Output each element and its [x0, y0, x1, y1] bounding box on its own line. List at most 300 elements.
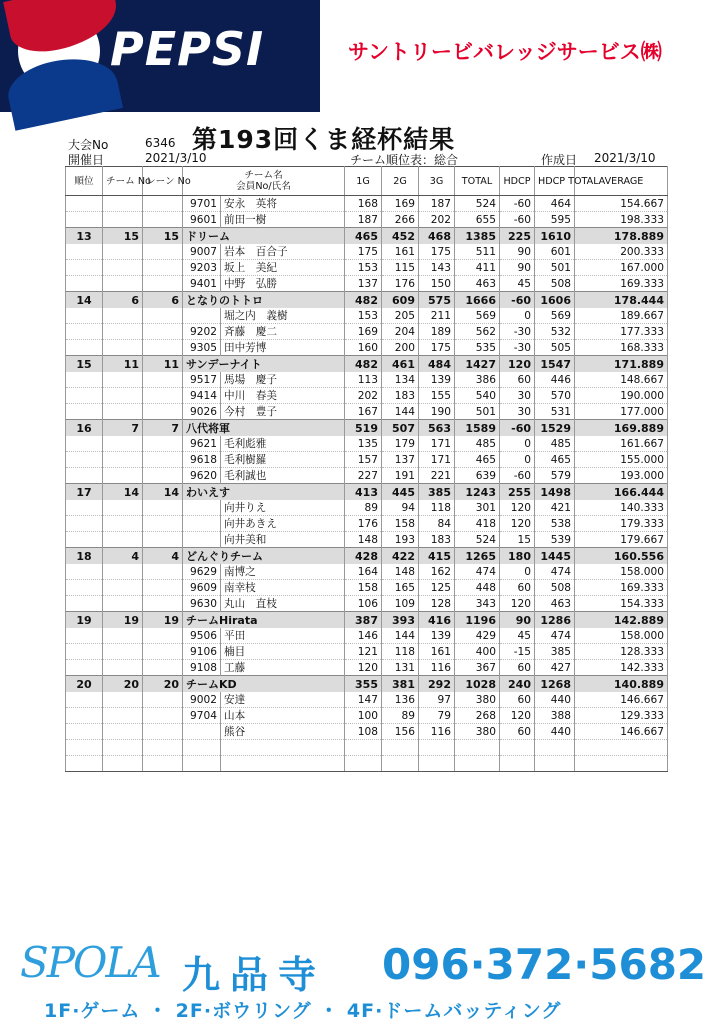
g3: 118 — [419, 500, 455, 516]
member-name: 堀之内 義樹 — [221, 308, 345, 324]
rank — [66, 532, 103, 548]
results-body — [66, 196, 668, 772]
col-lane-no: レーン No — [143, 167, 183, 196]
team-name: どんぐりチーム — [183, 548, 345, 565]
team-name: サンデーナイト — [183, 356, 345, 373]
hdcp: 90 — [500, 244, 535, 260]
rank — [66, 660, 103, 676]
empty-cell — [345, 756, 382, 772]
g1: 387 — [345, 612, 382, 629]
member-row — [66, 308, 668, 324]
total: 1666 — [455, 292, 500, 309]
g1: 227 — [345, 468, 382, 484]
lane-no — [143, 596, 183, 612]
lane-no — [143, 324, 183, 340]
hdcp-total: 421 — [535, 500, 575, 516]
rank — [66, 244, 103, 260]
g1: 137 — [345, 276, 382, 292]
average: 189.667 — [575, 308, 668, 324]
member-id: 9601 — [183, 212, 221, 228]
g2: 191 — [382, 468, 419, 484]
g2: 165 — [382, 580, 419, 596]
g3: 183 — [419, 532, 455, 548]
team-name: 八代将軍 — [183, 420, 345, 437]
hdcp-total: 1445 — [535, 548, 575, 565]
member-name: 中野 弘勝 — [221, 276, 345, 292]
g3: 79 — [419, 708, 455, 724]
meet-no: 6346 — [145, 136, 176, 150]
rank — [66, 516, 103, 532]
team-no — [103, 708, 143, 724]
empty-cell — [103, 740, 143, 756]
page-title: 第193回くま経杯結果 — [192, 125, 456, 154]
average: 142.333 — [575, 660, 668, 676]
lane-no — [143, 532, 183, 548]
member-row — [66, 372, 668, 388]
g3: 292 — [419, 676, 455, 693]
average: 179.333 — [575, 516, 668, 532]
team-no — [103, 452, 143, 468]
lane-no: 19 — [143, 612, 183, 629]
hdcp: 180 — [500, 548, 535, 565]
average: 200.333 — [575, 244, 668, 260]
rank — [66, 260, 103, 276]
hdcp-total: 385 — [535, 644, 575, 660]
average: 169.333 — [575, 276, 668, 292]
g2: 422 — [382, 548, 419, 565]
average: 178.444 — [575, 292, 668, 309]
total: 540 — [455, 388, 500, 404]
g2: 156 — [382, 724, 419, 740]
average: 158.000 — [575, 564, 668, 580]
hdcp-total: 485 — [535, 436, 575, 452]
total: 1028 — [455, 676, 500, 693]
average: 169.889 — [575, 420, 668, 437]
hdcp: 60 — [500, 372, 535, 388]
g1: 106 — [345, 596, 382, 612]
hdcp: 15 — [500, 532, 535, 548]
g3: 175 — [419, 340, 455, 356]
col-total: TOTAL — [455, 167, 500, 196]
member-id: 9007 — [183, 244, 221, 260]
total: 655 — [455, 212, 500, 228]
total: 386 — [455, 372, 500, 388]
team-no: 14 — [103, 484, 143, 501]
team-name: となりのトトロ — [183, 292, 345, 309]
col-g2: 2G — [382, 167, 419, 196]
member-row — [66, 196, 668, 212]
created-label: 作成日 — [541, 153, 578, 167]
team-row — [66, 420, 668, 437]
lane-no: 14 — [143, 484, 183, 501]
member-row — [66, 564, 668, 580]
member-name: 毛利彪雅 — [221, 436, 345, 452]
team-no: 4 — [103, 548, 143, 565]
member-row — [66, 244, 668, 260]
rank — [66, 404, 103, 420]
team-no — [103, 308, 143, 324]
g2: 507 — [382, 420, 419, 437]
total: 380 — [455, 724, 500, 740]
member-name: 中川 春美 — [221, 388, 345, 404]
empty-cell — [382, 740, 419, 756]
g1: 428 — [345, 548, 382, 565]
total: 380 — [455, 692, 500, 708]
average: 179.667 — [575, 532, 668, 548]
team-no — [103, 212, 143, 228]
g2: 183 — [382, 388, 419, 404]
g1: 158 — [345, 580, 382, 596]
member-row — [66, 452, 668, 468]
g2: 169 — [382, 196, 419, 212]
hdcp-total: 440 — [535, 724, 575, 740]
empty-cell — [221, 740, 345, 756]
team-no — [103, 324, 143, 340]
empty-cell — [382, 756, 419, 772]
hdcp: 30 — [500, 404, 535, 420]
hdcp-total: 465 — [535, 452, 575, 468]
team-no — [103, 596, 143, 612]
total: 1427 — [455, 356, 500, 373]
hdcp: 0 — [500, 436, 535, 452]
lane-no — [143, 628, 183, 644]
g3: 161 — [419, 644, 455, 660]
g2: 137 — [382, 452, 419, 468]
hdcp: 120 — [500, 596, 535, 612]
team-no — [103, 404, 143, 420]
rank — [66, 724, 103, 740]
team-row — [66, 548, 668, 565]
member-name: 毛利誠也 — [221, 468, 345, 484]
g1: 120 — [345, 660, 382, 676]
member-name: 平田 — [221, 628, 345, 644]
g3: 162 — [419, 564, 455, 580]
team-no: 19 — [103, 612, 143, 629]
rank — [66, 708, 103, 724]
member-id: 9106 — [183, 644, 221, 660]
g2: 144 — [382, 404, 419, 420]
ranking-label: チーム順位表：総合 — [350, 153, 459, 167]
total: 501 — [455, 404, 500, 420]
empty-cell — [535, 740, 575, 756]
lane-no: 11 — [143, 356, 183, 373]
hdcp: -60 — [500, 420, 535, 437]
g2: 445 — [382, 484, 419, 501]
g1: 413 — [345, 484, 382, 501]
member-id: 9108 — [183, 660, 221, 676]
team-no — [103, 532, 143, 548]
team-no — [103, 436, 143, 452]
empty-cell — [575, 756, 668, 772]
g3: 211 — [419, 308, 455, 324]
member-id: 9630 — [183, 596, 221, 612]
empty-cell — [455, 756, 500, 772]
average: 140.333 — [575, 500, 668, 516]
g2: 118 — [382, 644, 419, 660]
g1: 176 — [345, 516, 382, 532]
member-row — [66, 532, 668, 548]
member-name: 向井あきえ — [221, 516, 345, 532]
total: 1385 — [455, 228, 500, 245]
average: 146.667 — [575, 692, 668, 708]
rank — [66, 692, 103, 708]
rank — [66, 564, 103, 580]
results-table — [65, 166, 668, 772]
hdcp: -30 — [500, 324, 535, 340]
g3: 150 — [419, 276, 455, 292]
hdcp: -15 — [500, 644, 535, 660]
total: 562 — [455, 324, 500, 340]
member-id — [183, 516, 221, 532]
member-name: 安永 英将 — [221, 196, 345, 212]
hdcp: -60 — [500, 292, 535, 309]
rank: 16 — [66, 420, 103, 437]
hdcp: 30 — [500, 388, 535, 404]
hdcp-total: 1610 — [535, 228, 575, 245]
average: 190.000 — [575, 388, 668, 404]
member-row — [66, 324, 668, 340]
g3: 416 — [419, 612, 455, 629]
lane-no — [143, 276, 183, 292]
empty-cell — [535, 756, 575, 772]
g3: 190 — [419, 404, 455, 420]
g1: 202 — [345, 388, 382, 404]
g2: 393 — [382, 612, 419, 629]
member-row — [66, 500, 668, 516]
g2: 193 — [382, 532, 419, 548]
g3: 139 — [419, 628, 455, 644]
member-name: 熊谷 — [221, 724, 345, 740]
total: 448 — [455, 580, 500, 596]
member-id: 9701 — [183, 196, 221, 212]
g1: 465 — [345, 228, 382, 245]
member-row — [66, 724, 668, 740]
col-g1: 1G — [345, 167, 382, 196]
team-no — [103, 692, 143, 708]
member-row — [66, 468, 668, 484]
pepsi-logo-panel — [0, 0, 320, 112]
team-name: ドリーム — [183, 228, 345, 245]
empty-cell — [419, 740, 455, 756]
total: 1265 — [455, 548, 500, 565]
g3: 575 — [419, 292, 455, 309]
g1: 121 — [345, 644, 382, 660]
total: 418 — [455, 516, 500, 532]
rank — [66, 196, 103, 212]
lane-no — [143, 388, 183, 404]
g2: 461 — [382, 356, 419, 373]
team-no: 6 — [103, 292, 143, 309]
member-row — [66, 276, 668, 292]
team-no — [103, 516, 143, 532]
member-id — [183, 532, 221, 548]
date-value: 2021/3/10 — [145, 151, 207, 165]
hdcp-total: 464 — [535, 196, 575, 212]
created-date: 2021/3/10 — [594, 151, 656, 165]
team-no — [103, 372, 143, 388]
rank — [66, 644, 103, 660]
rank — [66, 276, 103, 292]
member-id: 9026 — [183, 404, 221, 420]
lane-no — [143, 564, 183, 580]
empty-cell — [183, 740, 221, 756]
team-row — [66, 676, 668, 693]
empty-cell — [575, 740, 668, 756]
lane-no — [143, 516, 183, 532]
empty-cell — [500, 756, 535, 772]
member-id: 9506 — [183, 628, 221, 644]
hdcp-total: 427 — [535, 660, 575, 676]
lane-no — [143, 308, 183, 324]
g3: 143 — [419, 260, 455, 276]
member-name: 向井美和 — [221, 532, 345, 548]
g2: 109 — [382, 596, 419, 612]
g2: 115 — [382, 260, 419, 276]
total: 639 — [455, 468, 500, 484]
empty-cell — [500, 740, 535, 756]
member-row — [66, 212, 668, 228]
hdcp-total: 532 — [535, 324, 575, 340]
lane-no: 20 — [143, 676, 183, 693]
rank: 13 — [66, 228, 103, 245]
g1: 187 — [345, 212, 382, 228]
venue-name: 九品寺 — [182, 953, 327, 997]
lane-no — [143, 260, 183, 276]
empty-row — [66, 740, 668, 756]
hdcp-total: 569 — [535, 308, 575, 324]
team-no — [103, 628, 143, 644]
hdcp-total: 1268 — [535, 676, 575, 693]
total: 343 — [455, 596, 500, 612]
rank — [66, 388, 103, 404]
g3: 187 — [419, 196, 455, 212]
g2: 161 — [382, 244, 419, 260]
member-row — [66, 692, 668, 708]
g2: 200 — [382, 340, 419, 356]
empty-cell — [455, 740, 500, 756]
average: 168.333 — [575, 340, 668, 356]
member-name: 南博之 — [221, 564, 345, 580]
lane-no — [143, 724, 183, 740]
member-name: 毛利樹羅 — [221, 452, 345, 468]
rank — [66, 452, 103, 468]
team-name: チームKD — [183, 676, 345, 693]
member-name: 斉藤 慶二 — [221, 324, 345, 340]
hdcp-total: 446 — [535, 372, 575, 388]
g1: 519 — [345, 420, 382, 437]
g3: 171 — [419, 452, 455, 468]
member-id: 9202 — [183, 324, 221, 340]
g3: 484 — [419, 356, 455, 373]
hdcp: 120 — [500, 500, 535, 516]
member-name: 岩本 百合子 — [221, 244, 345, 260]
g3: 155 — [419, 388, 455, 404]
total: 524 — [455, 532, 500, 548]
member-row — [66, 260, 668, 276]
average: 167.000 — [575, 260, 668, 276]
hdcp-total: 508 — [535, 580, 575, 596]
hdcp: 225 — [500, 228, 535, 245]
team-no — [103, 564, 143, 580]
lane-no — [143, 500, 183, 516]
rank: 17 — [66, 484, 103, 501]
hdcp: 0 — [500, 452, 535, 468]
g2: 136 — [382, 692, 419, 708]
team-no — [103, 196, 143, 212]
hdcp: 0 — [500, 308, 535, 324]
lane-no: 4 — [143, 548, 183, 565]
lane-no — [143, 196, 183, 212]
hdcp: -60 — [500, 212, 535, 228]
lane-no — [143, 340, 183, 356]
g1: 153 — [345, 308, 382, 324]
lane-no — [143, 404, 183, 420]
member-row — [66, 644, 668, 660]
g3: 97 — [419, 692, 455, 708]
g3: 202 — [419, 212, 455, 228]
rank — [66, 500, 103, 516]
member-name: 安達 — [221, 692, 345, 708]
team-no — [103, 724, 143, 740]
total: 524 — [455, 196, 500, 212]
venue-floors: 1F·ゲーム ・ 2F·ボウリング ・ 4F·ドームバッティング — [44, 1000, 562, 1022]
g2: 205 — [382, 308, 419, 324]
rank — [66, 628, 103, 644]
total: 535 — [455, 340, 500, 356]
g3: 563 — [419, 420, 455, 437]
lane-no — [143, 452, 183, 468]
hdcp-total: 501 — [535, 260, 575, 276]
member-row — [66, 340, 668, 356]
rank — [66, 372, 103, 388]
col-member: 会員No/氏名 — [236, 181, 291, 192]
team-no: 15 — [103, 228, 143, 245]
hdcp-total: 1547 — [535, 356, 575, 373]
hdcp-total: 601 — [535, 244, 575, 260]
lane-no — [143, 468, 183, 484]
g1: 355 — [345, 676, 382, 693]
lane-no: 6 — [143, 292, 183, 309]
g1: 168 — [345, 196, 382, 212]
hdcp: 60 — [500, 660, 535, 676]
rank: 15 — [66, 356, 103, 373]
average: 142.889 — [575, 612, 668, 629]
rank — [66, 580, 103, 596]
member-row — [66, 596, 668, 612]
total: 411 — [455, 260, 500, 276]
member-id: 9203 — [183, 260, 221, 276]
g3: 171 — [419, 436, 455, 452]
total: 569 — [455, 308, 500, 324]
average: 198.333 — [575, 212, 668, 228]
g3: 125 — [419, 580, 455, 596]
hdcp-total: 474 — [535, 628, 575, 644]
total: 511 — [455, 244, 500, 260]
g1: 160 — [345, 340, 382, 356]
member-row — [66, 708, 668, 724]
hdcp-total: 474 — [535, 564, 575, 580]
g2: 452 — [382, 228, 419, 245]
hdcp-total: 440 — [535, 692, 575, 708]
hdcp-total: 388 — [535, 708, 575, 724]
rank: 18 — [66, 548, 103, 565]
team-name: わいえす — [183, 484, 345, 501]
rank: 19 — [66, 612, 103, 629]
hdcp-total: 508 — [535, 276, 575, 292]
lane-no — [143, 692, 183, 708]
average: 166.444 — [575, 484, 668, 501]
lane-no — [143, 372, 183, 388]
